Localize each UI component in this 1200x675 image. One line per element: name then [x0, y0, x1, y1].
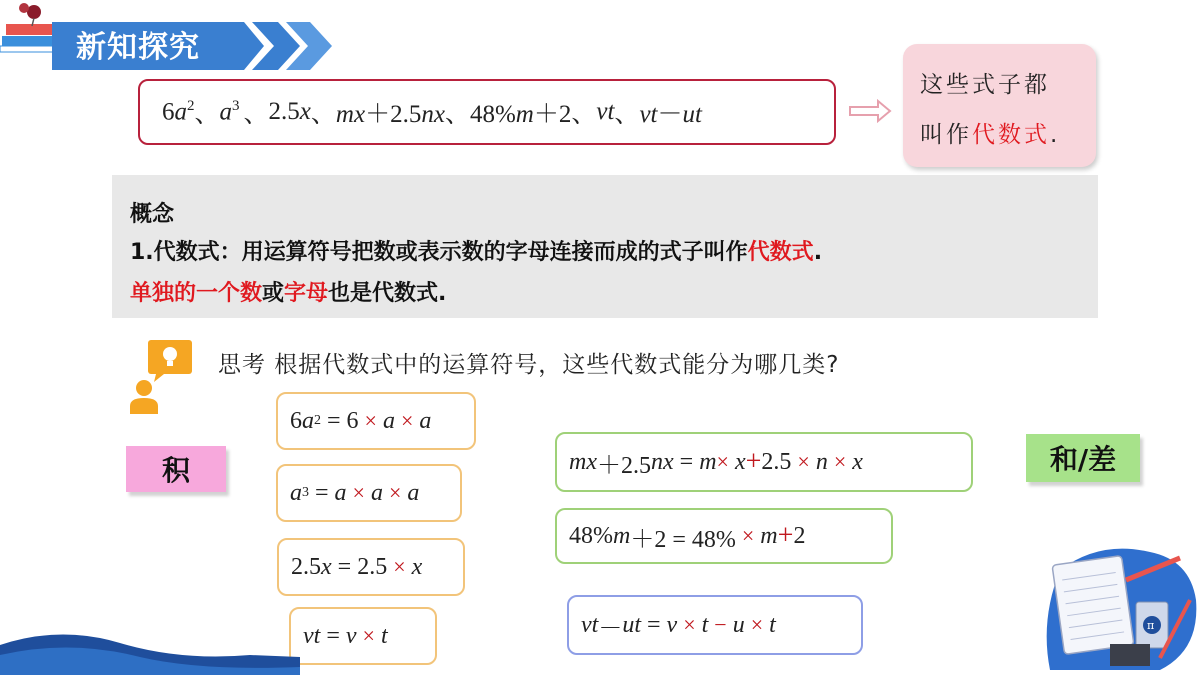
note-highlight: 代数式	[972, 122, 1050, 148]
concept-note: 单独的一个数或字母也是代数式.	[130, 281, 447, 306]
expr-6a2: $6a^2$	[162, 97, 195, 126]
note-line-2: 叫作代数式.	[920, 122, 1061, 148]
separator: 、	[243, 101, 269, 128]
note-line-1: 这些式子都	[920, 72, 1050, 98]
formula-mx-plus-2-5nx: mx ＋2.5 nx = m × x + 2.5 × n × x	[555, 432, 973, 492]
separator: 、	[571, 101, 597, 128]
expr-vt: vt	[596, 98, 615, 125]
formula-48pct-m-plus-2: 48% m ＋2 = 48% × m + 2	[555, 508, 893, 564]
arrow-right-icon	[848, 99, 892, 123]
definition-highlight: 代数式	[747, 240, 814, 265]
definition-note-box	[903, 44, 1096, 167]
formula-a3: a 3 = a × a × a	[276, 464, 462, 522]
formula-vt: vt = v × t	[289, 607, 437, 665]
separator: 、	[444, 101, 470, 128]
wave-decoration	[0, 605, 300, 675]
svg-text:π: π	[1147, 619, 1155, 632]
section-title: 新知探究	[76, 30, 200, 65]
expr-vt-minus-ut: vt－ut	[639, 101, 702, 128]
formula-vt-minus-ut: vt － ut = v × t − u × t	[567, 595, 863, 655]
expr-mx-plus-2-5nx: mx＋2.5nx	[335, 101, 445, 128]
expression-list-box	[138, 79, 836, 145]
concept-heading: 概念	[130, 202, 175, 227]
separator: 、	[194, 101, 220, 128]
math-notebook-illustration	[1040, 540, 1200, 675]
formula-6a2: 6 a 2 = 6 × a × a	[276, 392, 476, 450]
question-text: 思考 根据代数式中的运算符号，这些代数式能分为哪几类?	[218, 352, 840, 378]
expr-a3: $a^3$	[219, 97, 240, 126]
separator: 、	[310, 101, 336, 128]
separator: 、	[614, 101, 640, 128]
formula-2-5x: 2.5 x = 2.5 × x	[277, 538, 465, 596]
thinking-person-icon	[126, 338, 196, 414]
expr-2-5x: 2.5x	[268, 98, 311, 125]
concept-definition: 1.代数式：用运算符号把数或表示数的字母连接而成的式子叫作代数式.	[130, 240, 823, 265]
category-sum-diff-label: 和/差	[1026, 434, 1140, 482]
category-product-label: 积	[126, 446, 226, 492]
expr-48pct-m-plus-2: 48%m＋2	[469, 101, 572, 128]
concept-box	[112, 175, 1098, 318]
